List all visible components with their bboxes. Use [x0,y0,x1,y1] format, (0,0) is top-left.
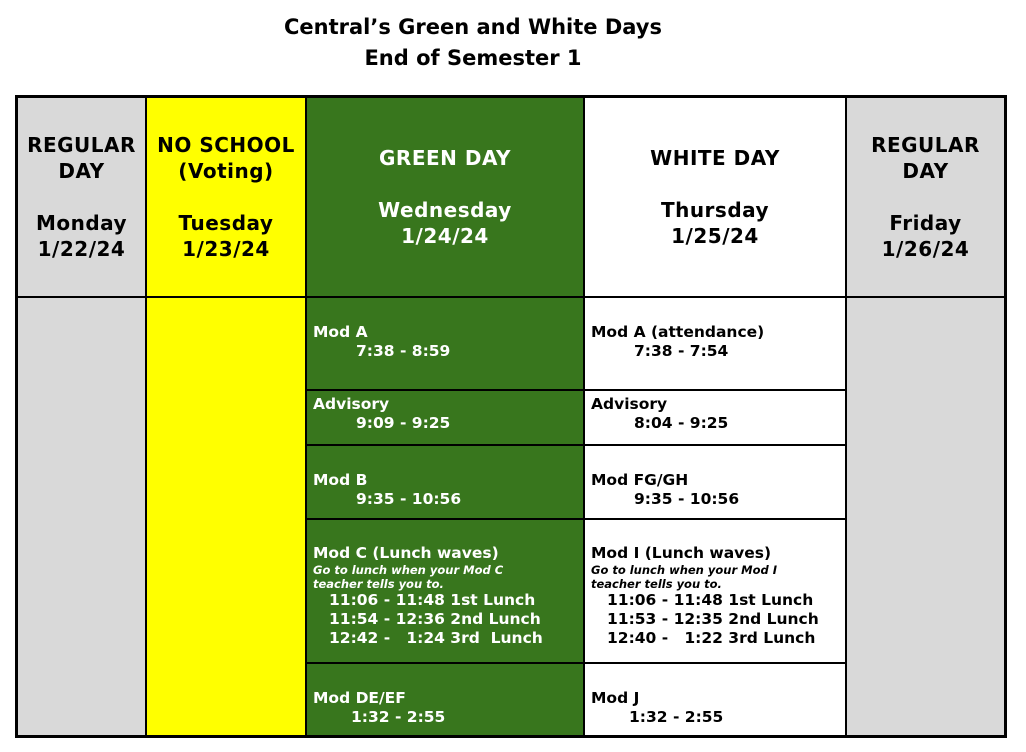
period-time: 7:38 - 8:59 [356,342,451,360]
period-cell [585,446,845,520]
period-cell [307,664,583,735]
day-of-week: Monday [35,211,128,235]
period-name: Mod B [313,471,368,489]
column-monday [18,98,147,735]
period-time: 8:04 - 9:25 [634,414,729,432]
day-of-week: Tuesday [178,211,274,235]
header-wednesday [307,98,583,298]
period-name: Advisory [313,395,390,413]
period-cell [307,446,583,520]
header-friday [847,98,1004,298]
date-label: 1/25/24 [671,224,759,248]
column-tuesday [147,98,307,735]
title-line-1: Central’s Green and White Days [283,15,662,39]
header-thursday [585,98,845,298]
lunch-wave: 11:06 - 11:48 1st Lunch [329,591,536,609]
period-cell [585,664,845,735]
period-cell [307,391,583,446]
date-label: 1/22/24 [37,237,126,261]
lunch-note: teacher tells you to. [591,577,722,591]
period-name: Mod J [591,689,640,707]
lunch-wave: 11:54 - 12:36 2nd Lunch [329,610,541,628]
day-of-week: Friday [889,211,962,235]
period-time: 7:38 - 7:54 [634,342,729,360]
lunch-wave: 12:40 - 1:22 3rd Lunch [607,629,816,647]
page-title [0,12,946,74]
lunch-note: Go to lunch when your Mod I [591,563,777,577]
period-name: Mod I (Lunch waves) [591,544,772,562]
period-name: Mod DE/EF [313,689,406,707]
column-thursday [585,98,847,735]
lunch-wave: 11:53 - 12:35 2nd Lunch [607,610,819,628]
period-time: 1:32 - 2:55 [629,708,724,726]
lunch-note: teacher tells you to. [313,577,444,591]
period-name: Mod A [313,323,368,341]
period-name: Mod FG/GH [591,471,689,489]
period-cell [585,298,845,391]
period-name: Advisory [591,395,668,413]
lunch-wave: 11:06 - 11:48 1st Lunch [607,591,814,609]
period-time: 9:35 - 10:56 [634,490,740,508]
lunch-wave: 12:42 - 1:24 3rd Lunch [329,629,543,647]
date-label: 1/26/24 [881,237,970,261]
period-cell [307,298,583,391]
column-wednesday [307,98,585,735]
day-type-label: GREEN DAY [379,146,511,170]
day-type-label: REGULAR DAY [27,133,136,183]
lunch-period-cell [585,520,845,664]
day-type-label: WHITE DAY [650,146,780,170]
period-time: 9:09 - 9:25 [356,414,451,432]
lunch-period-cell [307,520,583,664]
date-label: 1/23/24 [182,237,270,261]
day-type-label: NO SCHOOL (Voting) [157,133,295,183]
day-of-week: Thursday [660,198,770,222]
period-cell [585,391,845,446]
header-monday [18,98,145,298]
lunch-note: Go to lunch when your Mod C [313,563,504,577]
schedule-table [15,95,1007,738]
day-of-week: Wednesday [378,198,512,222]
period-name: Mod A (attendance) [591,323,765,341]
period-time: 1:32 - 2:55 [351,708,446,726]
column-friday [847,98,1004,735]
header-tuesday [147,98,305,298]
period-time: 9:35 - 10:56 [356,490,462,508]
period-name: Mod C (Lunch waves) [313,544,499,562]
date-label: 1/24/24 [401,224,489,248]
day-type-label: REGULAR DAY [871,133,980,183]
title-line-2: End of Semester 1 [364,46,582,70]
